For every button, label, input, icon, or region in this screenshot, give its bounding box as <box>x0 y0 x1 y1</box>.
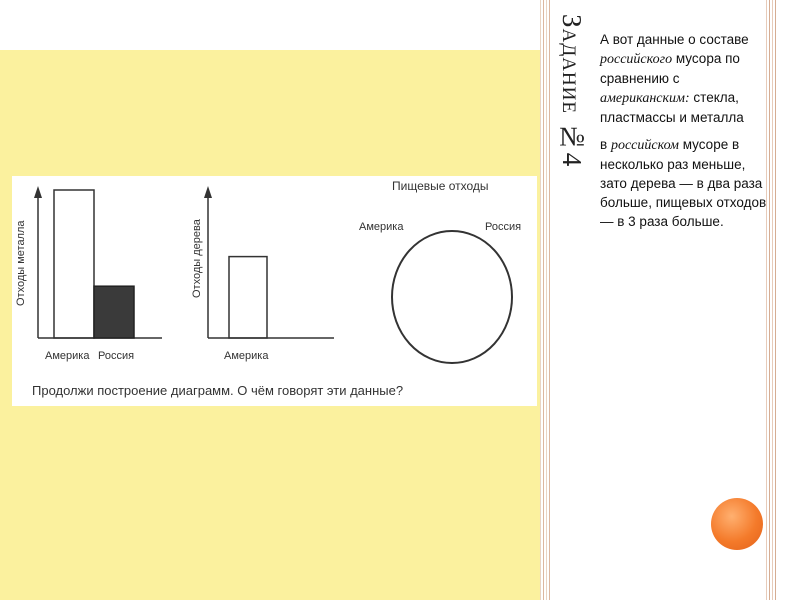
p1-italic-american: американским: <box>600 91 690 106</box>
food-label-russia: Россия <box>485 221 522 233</box>
figure-caption: Продолжи построение диаграмм. О чём говорят эти данные? <box>32 383 404 398</box>
orange-circle-decoration <box>711 498 763 550</box>
slide-title: Задание №4 <box>557 14 587 168</box>
p1-text-a: А вот данные о составе <box>600 32 749 47</box>
food-circle <box>392 231 512 363</box>
p1-text-c: стекла, пластмассы и металла <box>600 90 744 125</box>
wood-axis-label: Отходы дерева <box>191 219 203 298</box>
metal-axis-label: Отходы металла <box>15 220 27 306</box>
slide-text <box>600 30 770 239</box>
bar-metal-america <box>54 190 94 338</box>
food-title: Пищевые отходы <box>392 179 489 193</box>
worksheet-figure <box>12 176 537 406</box>
wood-chart <box>191 186 334 362</box>
bar-metal-russia <box>94 286 134 338</box>
food-chart <box>359 179 521 363</box>
p2-italic-russian: российском <box>610 138 679 153</box>
p1-italic-russian: российского <box>600 52 673 67</box>
bar-wood-america <box>229 257 267 338</box>
p1-text-b: мусора по сравнению с <box>600 51 740 86</box>
p2-text-b: мусоре в несколько раз меньше, зато дерева — в два раза больше, пищевых отходов — в 3 раза больше. <box>600 137 767 229</box>
wood-label-america: Америка <box>224 350 269 362</box>
metal-chart <box>15 186 162 362</box>
wood-y-arrow <box>204 186 212 198</box>
metal-y-arrow <box>34 186 42 198</box>
metal-label-russia: Россия <box>98 350 135 362</box>
food-label-america: Америка <box>359 221 404 233</box>
decorative-stripes <box>540 0 550 600</box>
paragraph-1 <box>600 30 770 127</box>
paragraph-2 <box>600 135 770 231</box>
metal-label-america: Америка <box>45 350 90 362</box>
figure-svg <box>12 176 537 406</box>
p2-text-a: в <box>600 137 611 152</box>
